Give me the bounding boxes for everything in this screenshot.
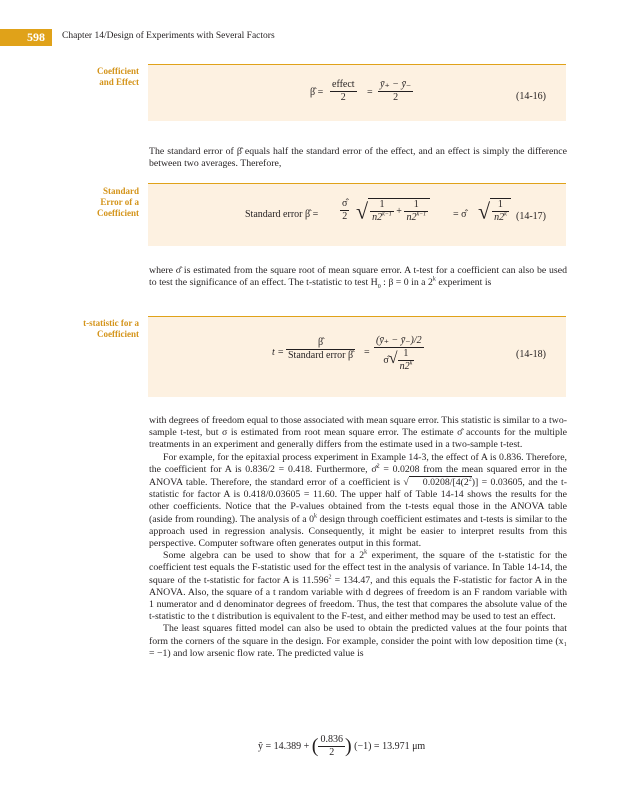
eq1-num: effect xyxy=(332,79,355,90)
paragraph-text: design through coefficient estimates and t-tests is similar to the approach used in regression analysis. Consequently, it might be easier to interpret results from this perspective. Computer software often generates output in this format. xyxy=(149,513,567,550)
eq1-equals: = xyxy=(367,87,373,98)
superscript: 2 xyxy=(328,574,332,581)
eq2-one-c: 1 xyxy=(497,199,503,210)
eq3-num2: (ȳ₊ − ȳ₋)/2 xyxy=(376,335,422,346)
margin-note-line: Coefficient xyxy=(97,329,139,339)
eq2-den-b: n2 xyxy=(406,212,417,223)
margin-note-line: Coefficient xyxy=(97,208,139,218)
equation-box-14-17 xyxy=(148,183,566,246)
equation-number: (14-18) xyxy=(516,349,546,360)
eq4-rhs: (−1) = 13.971 μm xyxy=(354,740,426,752)
eq2-exp-c: k xyxy=(504,211,507,218)
paragraph-main-body xyxy=(149,415,567,660)
equation-number: (14-16) xyxy=(516,91,546,102)
eq4-num: 0.836 xyxy=(320,734,343,745)
eq3-sigma: σ̂ xyxy=(383,354,389,366)
paragraph-text: = 134.47, and this equals the F-statistic for factor A in the ANOVA. Also, the square of a t random variable with d degrees of freedom is an F random variable with 1 numerator and d denominator degrees of freedom. Thus, the test that compares the absolute value of the t-statistic to the t distribution is equivalent to the F-test, and either method may be used to test an effect. xyxy=(149,574,567,623)
radical-icon: √ xyxy=(478,198,491,224)
paragraph-text: )] = 0.03605, and the t-statistic for factor A is 0.418/0.03605 = 11.60. The upper half of Table 14-14 shows the results for the other coefficients. Notice that the P-values obtained from the t-tests equal those in the ANOVA table (aside from rounding). The analysis of a 0 xyxy=(149,477,567,525)
superscript: k xyxy=(364,549,368,556)
paragraph-text: The least squares fitted model can also be used to obtain the predicted values at the four points that form the corners of the square in the design. For example, consider the point with low deposition time (x₁ = −1) and low arsenic flow rate. The predicted value is xyxy=(149,623,567,659)
eq1-den: 2 xyxy=(330,91,357,104)
paragraph-text: experiment, the square of the t-statistic for the coefficient test equals the F-statistic used for the effect test in the analysis of variance. In Table 14-14, the square of the t-statistic for factor A is 11.596 xyxy=(149,550,567,586)
paragraph-text: : β = 0 in a 2 xyxy=(380,277,433,289)
eq2-sigma: σ̂ xyxy=(342,198,348,209)
radical-icon: √ xyxy=(388,349,398,367)
eq3-fraction-means xyxy=(374,335,424,373)
paragraph-text: = 0.0208 from the mean squared error in the ANOVA table. Therefore, the standard error of a coefficient is xyxy=(149,463,567,489)
paren-open: ( xyxy=(311,735,319,757)
eq3-fraction-beta xyxy=(286,337,355,362)
eq3-num: β̂ xyxy=(317,337,324,348)
margin-note-line: t-statistic for a xyxy=(83,318,139,328)
paragraph-sigma-estimate xyxy=(149,265,567,289)
paragraph-text: with degrees of freedom equal to those associated with mean square error. This statistic is similar to a two-sample t-test, but σ is estimated from root mean square error. The estimate σ̂ accounts for the multiple treatments in an experiment and generally differs from the estimate used in a two-sample t-test. xyxy=(149,415,567,451)
paragraph-text: The standard error of β̂ equals half the standard error of the effect, and an effect is simply the difference between two averages. Therefore, xyxy=(149,146,567,170)
eq3-one: 1 xyxy=(403,348,409,359)
radical-icon: √ xyxy=(403,477,409,489)
page-number: 598 xyxy=(0,29,52,46)
eq2-den-a: n2 xyxy=(372,212,383,223)
eq2-lhs: Standard error β̂ = xyxy=(245,209,319,220)
paragraph-text: For example, for the epitaxial process experiment in Example 14-3, the effect of A is 0.836. Therefore, the coefficient for A is 0.836/2 = 0.418. Furthermore, σ̂ xyxy=(149,451,567,475)
paragraph-text: 0.0208/[4(2 xyxy=(422,477,469,489)
eq2-sigma-fraction xyxy=(340,198,349,223)
eq3-equals: = xyxy=(364,347,370,358)
superscript: k xyxy=(432,276,436,283)
margin-note-line: Error of a xyxy=(100,197,139,207)
eq2-two: 2 xyxy=(340,210,349,223)
paragraph-text: where σ̂ is estimated from the square root of mean square error. A t-test for a coefficient can also be used to test the significance of an effect. The t-statistic to test H xyxy=(149,265,567,289)
eq2-exp-b: k−1 xyxy=(416,211,427,218)
margin-note-line: Coefficient xyxy=(97,66,139,76)
equation-predicted-value xyxy=(258,734,425,759)
equation-box-14-16 xyxy=(148,64,566,121)
eq2-exp-a: k−1 xyxy=(382,211,392,218)
radical-icon: √ xyxy=(356,198,369,224)
eq2-equals-sigma: = σ̂ xyxy=(453,209,467,220)
margin-note-line: and Effect xyxy=(99,77,139,87)
eq3-den: Standard error β̂ xyxy=(288,350,354,361)
eq1-lhs: β̂ = xyxy=(310,87,324,98)
paragraph-text: experiment is xyxy=(435,277,492,289)
eq2-one-a: 1 xyxy=(379,199,385,210)
paragraph-standard-error-intro xyxy=(149,146,567,170)
equation-box-14-18 xyxy=(148,316,566,397)
eq3-lhs: t = xyxy=(272,347,285,358)
eq2-one-b: 1 xyxy=(413,199,419,210)
eq1-den2: 2 xyxy=(378,91,413,104)
eq2-sqrt-simple xyxy=(478,198,511,224)
margin-note-t-statistic xyxy=(83,318,139,340)
eq2-plus: + xyxy=(396,205,402,217)
eq1-fraction-effect xyxy=(330,79,357,104)
margin-note-coefficient-effect xyxy=(97,66,139,88)
paragraph-text: Some algebra can be used to show that for a 2 xyxy=(163,550,365,562)
eq2-den-c: n2 xyxy=(494,212,505,223)
superscript: 2 xyxy=(468,476,472,483)
subscript: 0 xyxy=(377,284,381,291)
equation-number: (14-17) xyxy=(516,211,546,222)
paren-close: ) xyxy=(344,735,352,757)
eq3-den-n: n2 xyxy=(399,361,410,372)
chapter-title: Chapter 14/Design of Experiments with Several Factors xyxy=(62,31,275,41)
margin-note-line: Standard xyxy=(102,186,139,196)
eq3-exp: k xyxy=(409,360,413,367)
eq4-lhs: ŷ = 14.389 + xyxy=(258,740,310,752)
superscript: k xyxy=(313,513,317,520)
margin-note-standard-error xyxy=(97,186,139,219)
eq4-den: 2 xyxy=(318,746,345,759)
eq2-sqrt-sum xyxy=(356,198,430,224)
superscript: 2 xyxy=(376,463,380,470)
eq1-fraction-means xyxy=(378,79,413,104)
eq1-num2: ȳ₊ − ȳ₋ xyxy=(380,79,412,90)
